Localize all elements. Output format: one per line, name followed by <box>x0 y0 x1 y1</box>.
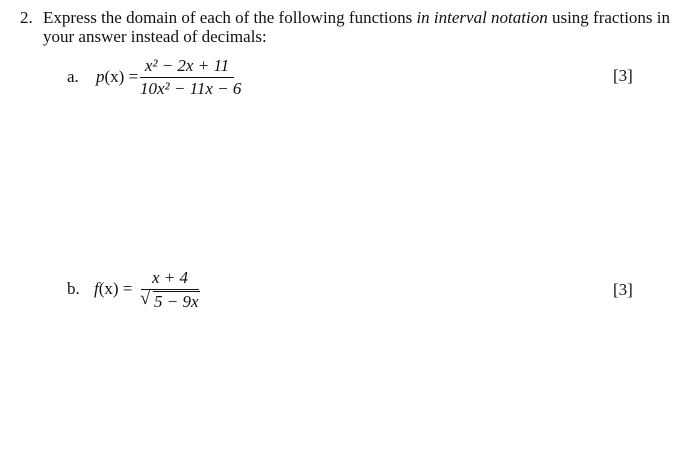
part-a-function-lhs: p(x) = <box>96 67 139 86</box>
part-a-denominator: 10x² − 11x − 6 <box>140 79 242 98</box>
prompt-text-end: using fractions in your answer instead of decimals: <box>43 8 671 46</box>
part-b-denominator <box>140 288 199 312</box>
question-prompt <box>43 8 673 46</box>
part-b <box>67 268 647 318</box>
part-b-function-lhs: f(x) = <box>94 279 133 298</box>
part-b-label: b. <box>67 279 80 298</box>
part-b-numerator: x + 4 <box>151 268 189 287</box>
part-a-label: a. <box>67 67 79 86</box>
part-b-fraction <box>141 268 199 312</box>
part-a-numerator: x² − 2x + 11 <box>144 56 230 75</box>
part-a <box>67 56 647 106</box>
radical-sign-icon: √ <box>140 288 151 309</box>
question-number: 2. <box>20 8 33 27</box>
part-a-fraction-bar <box>140 77 234 78</box>
part-a-marks: [3] <box>613 66 633 85</box>
part-a-fraction <box>140 56 242 99</box>
part-b-radicand: 5 − 9x <box>154 292 199 311</box>
square-root <box>140 288 200 312</box>
part-b-marks: [3] <box>613 280 633 299</box>
prompt-text-start: Express the domain of each of the following functions <box>43 8 417 27</box>
prompt-text-emphasis: in interval notation <box>416 8 548 27</box>
